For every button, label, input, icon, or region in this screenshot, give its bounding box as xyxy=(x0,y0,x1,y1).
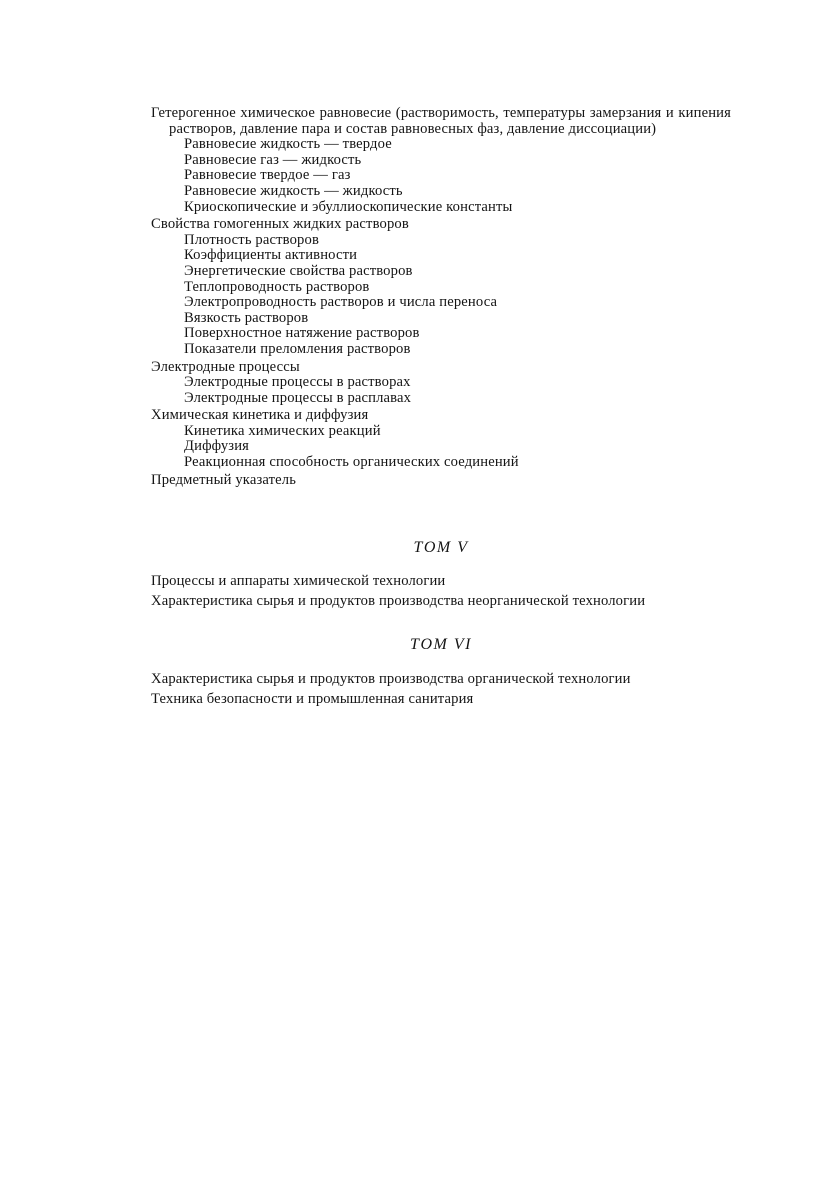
toc-item: Вязкость растворов xyxy=(184,309,309,326)
toc-item: Коэффициенты активности xyxy=(184,247,358,264)
volume6-contents xyxy=(151,669,751,709)
subject-index-title: Предметный указатель xyxy=(151,471,297,488)
toc-item: Процессы и аппараты химической технологии xyxy=(151,573,446,589)
section-title: Электродные процессы xyxy=(151,358,300,375)
toc-item: Электродные процессы в расплавах xyxy=(184,389,412,406)
toc-item: Диффузия xyxy=(184,438,250,455)
toc-item: Показатели преломления растворов xyxy=(184,340,411,357)
toc-item: Характеристика сырья и продуктов производства органической технологии xyxy=(151,671,631,687)
volume6-heading: ТОМ VI xyxy=(410,636,472,653)
toc-item: Криоскопические и эбуллиоскопические константы xyxy=(184,198,513,215)
toc-item: Характеристика сырья и продуктов производства неорганической технологии xyxy=(151,593,646,609)
section-title: Гетерогенное химическое равновесие (растворимость, температуры замерзания и кипения растворов, давление пара и состав равновесных фаз, давление диссоциации) xyxy=(151,105,731,137)
toc-item: Равновесие твердое — газ xyxy=(184,167,351,184)
toc-section-heterogeneous-equilibrium xyxy=(151,106,731,215)
toc-item: Энергетические свойства растворов xyxy=(184,262,413,279)
toc-item: Электродные процессы в растворах xyxy=(184,374,411,391)
toc-section-kinetics-diffusion xyxy=(151,408,731,470)
toc-item: Техника безопасности и промышленная санитария xyxy=(151,691,474,707)
toc-item: Кинетика химических реакций xyxy=(184,422,381,439)
toc-item: Реакционная способность органических соединений xyxy=(184,454,519,471)
toc-item: Электропроводность растворов и числа переноса xyxy=(184,294,498,311)
toc-item: Плотность растворов xyxy=(184,231,319,248)
toc-item: Поверхностное натяжение растворов xyxy=(184,325,420,342)
toc-item: Теплопроводность растворов xyxy=(184,278,370,295)
toc-item: Равновесие жидкость — жидкость xyxy=(184,182,403,199)
section-title: Химическая кинетика и диффузия xyxy=(151,407,369,424)
volume4-contents xyxy=(151,106,731,488)
volume5-contents xyxy=(151,571,751,611)
toc-item: Равновесие газ — жидкость xyxy=(184,151,362,168)
toc-section-electrode-processes xyxy=(151,360,731,407)
toc-item: Равновесие жидкость — твердое xyxy=(184,136,392,153)
toc-section-homogeneous-solutions xyxy=(151,217,731,357)
volume5-heading: ТОМ V xyxy=(413,539,469,556)
toc-section-subject-index xyxy=(151,473,731,489)
section-title: Свойства гомогенных жидких растворов xyxy=(151,216,409,233)
